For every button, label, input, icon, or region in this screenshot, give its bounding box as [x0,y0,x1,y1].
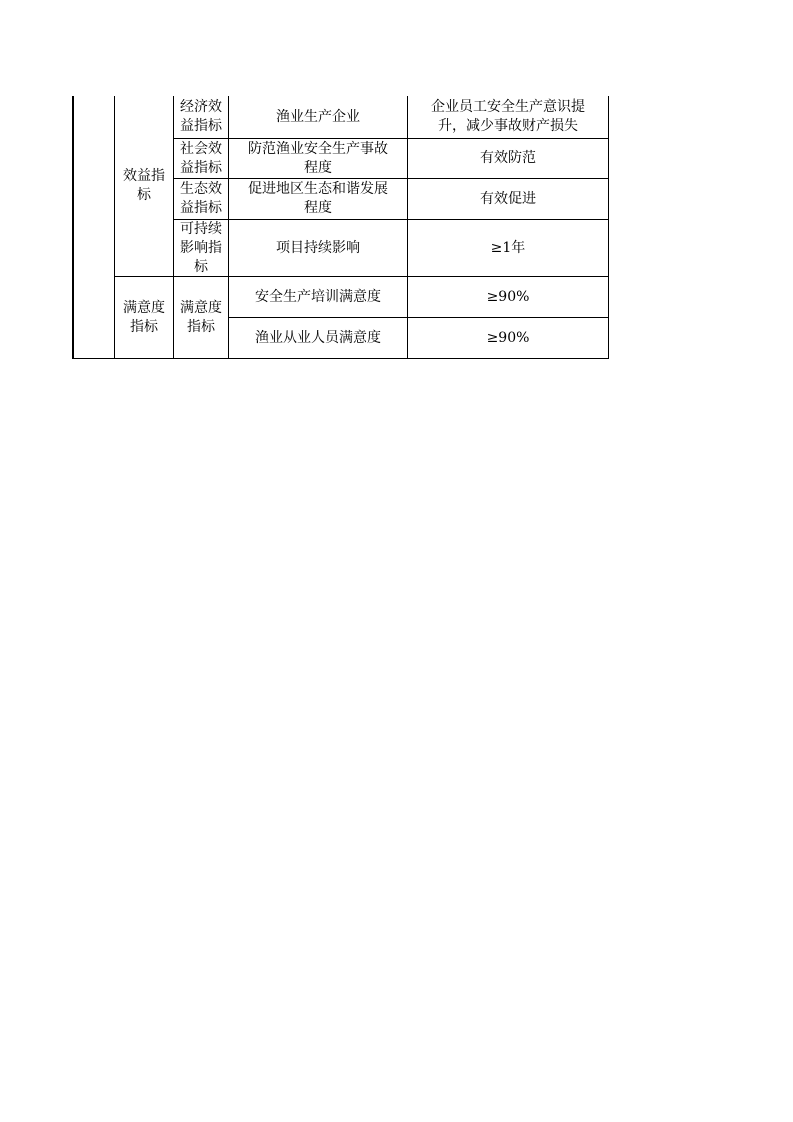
level2-satisfaction: 满意度 指标 [180,299,222,335]
indicator-cell: 促进地区生态和谐发展 程度 [248,181,388,216]
indicator-cell: 渔业从业人员满意度 [255,329,381,346]
level2-economic-benefit: 经济效 益指标 [180,99,222,134]
level2-sustainable-impact: 可持续 影响指 标 [180,220,222,275]
value-cell: 有效防范 [480,150,536,166]
level1-satisfaction-indicator: 满意度 指标 [123,299,165,335]
indicator-cell: 渔业生产企业 [276,108,360,125]
indicator-cell: 项目持续影响 [276,239,360,256]
table-bottom-border [72,358,609,359]
level2-social-benefit: 社会效 益指标 [180,140,222,176]
table-left-border [72,96,74,359]
value-cell: ≥90% [486,329,530,346]
value-cell: 有效促进 [480,190,536,207]
value-cell: 企业员工安全生产意识提 升，减少事故财产损失 [431,99,585,134]
level1-benefit-indicator: 效益指 标 [123,168,165,203]
value-cell: ≥90% [486,288,530,305]
level2-ecological-benefit: 生态效 益指标 [180,181,222,216]
indicator-cell: 安全生产培训满意度 [255,288,381,305]
value-cell: ≥1年 [490,239,526,256]
indicator-cell: 防范渔业安全生产事故 程度 [248,140,388,176]
table-right-border [608,96,609,359]
